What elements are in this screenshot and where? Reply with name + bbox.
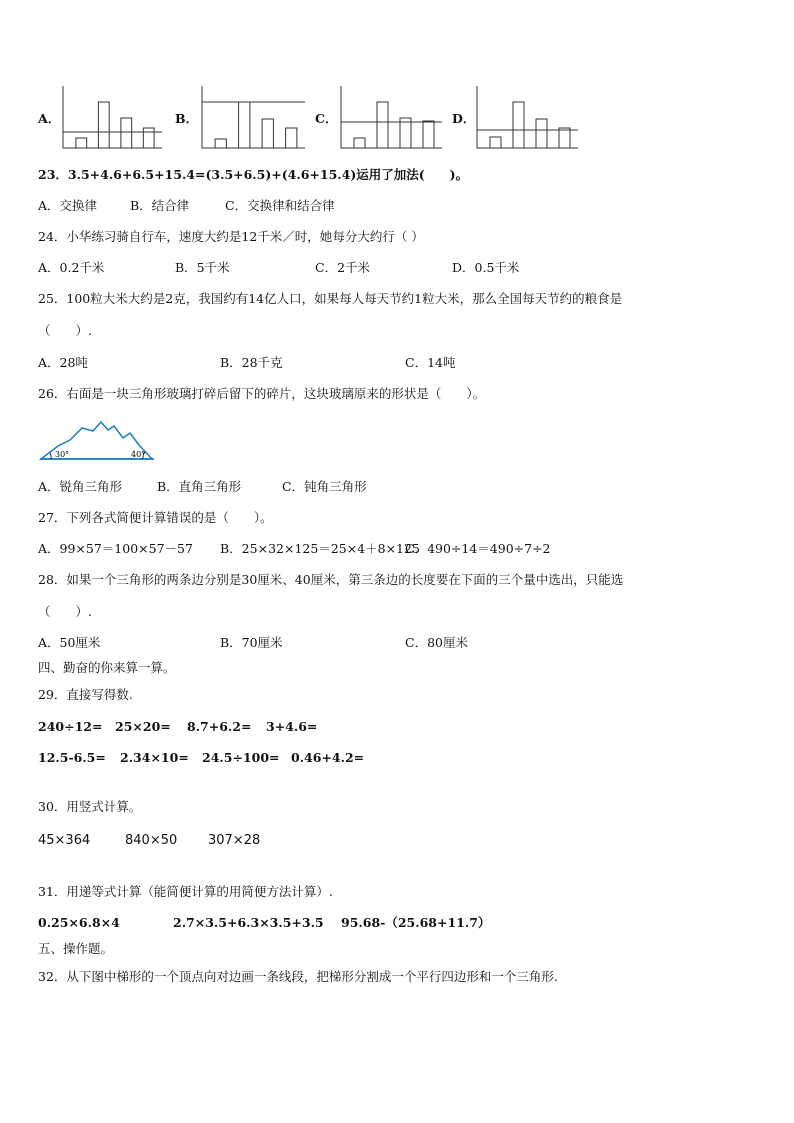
q28-question: 28．如果一个三角形的两条边分别是30厘米、40厘米，第三条边的长度要在下面的三个量中选出，只能选: [38, 572, 624, 587]
q24-option-b[interactable]: B．5千米: [175, 260, 230, 275]
q27-option-b[interactable]: B．25×32×125＝25×4＋8×125: [220, 541, 420, 556]
chart-bar: [377, 102, 388, 148]
q29-item: 0.46+4.2=: [291, 750, 365, 765]
q29-question: 29．直接写得数.: [38, 687, 133, 702]
chart-bar: [513, 102, 524, 148]
chart-bar: [262, 119, 273, 148]
q23-option-c[interactable]: C．交换律和结合律: [225, 198, 335, 213]
q27-option-a[interactable]: A．99×57＝100×57－57: [38, 541, 193, 556]
chart-bar: [76, 138, 87, 148]
chart-bar: [98, 102, 109, 148]
q25-question: 25．100粒大米大约是2克，我国约有14亿人口，如果每人每天节约1粒大米，那么全国每天节约的粮食是: [38, 291, 623, 306]
chart-bar: [490, 137, 501, 148]
q29-item: 24.5÷100=: [202, 750, 280, 765]
q22-option-d-label: D．: [452, 111, 476, 126]
q23-option-b[interactable]: B．结合律: [130, 198, 190, 213]
q31-item: 0.25×6.8×4: [38, 915, 120, 930]
q31-item: 2.7×3.5+6.3×3.5+3.5: [173, 915, 324, 930]
chart-bar: [559, 128, 570, 148]
q31-item: 95.68-（25.68+11.7）: [341, 915, 491, 930]
q26-question: 26．右面是一块三角形玻璃打碎后留下的碎片，这块玻璃原来的形状是（ ）。: [38, 386, 486, 401]
q25-option-b[interactable]: B．28千克: [220, 355, 283, 370]
chart-bar: [121, 118, 132, 148]
section-5-heading: 五、操作题。: [38, 941, 114, 956]
glass-fragment-figure: [38, 418, 156, 462]
q22-option-c-label: C．: [315, 111, 338, 126]
q26-option-c[interactable]: C．钝角三角形: [282, 479, 367, 494]
q28-option-a[interactable]: A．50厘米: [38, 635, 101, 650]
chart-bar: [423, 121, 434, 148]
q28-answer-blank: （ ）.: [38, 604, 92, 619]
q24-option-d[interactable]: D．0.5千米: [452, 260, 520, 275]
q27-option-c[interactable]: C．490÷14＝490÷7÷2: [405, 541, 551, 556]
q25-option-a[interactable]: A．28吨: [38, 355, 88, 370]
q22-chart-b[interactable]: [201, 86, 305, 150]
q29-item: 8.7+6.2=: [187, 719, 252, 734]
q32-question: 32．从下图中梯形的一个顶点向对边画一条线段，把梯形分割成一个平行四边形和一个三角形.: [38, 969, 558, 984]
q29-item: 3+4.6=: [266, 719, 318, 734]
q24-question: 24．小华练习骑自行车，速度大约是12千米／时，她每分大约行（ ）: [38, 229, 424, 244]
q22-chart-c[interactable]: [340, 86, 442, 150]
q24-option-a[interactable]: A．0.2千米: [38, 260, 105, 275]
q24-option-c[interactable]: C．2千米: [315, 260, 371, 275]
section-4-heading: 四、勤奋的你来算一算。: [38, 660, 176, 675]
q30-question: 30．用竖式计算。: [38, 799, 142, 814]
chart-bar: [239, 102, 250, 148]
q30-item: 45×364: [38, 833, 91, 848]
chart-bar: [286, 128, 297, 148]
q25-answer-blank: （ ）.: [38, 323, 92, 338]
q23-question: 23．3.5+4.6+6.5+15.4=(3.5+6.5)+(4.6+15.4)运用了加法( )。: [38, 167, 469, 182]
q29-item: 240÷12=: [38, 719, 103, 734]
chart-axis: [477, 86, 578, 148]
q22-chart-d[interactable]: [476, 86, 578, 150]
angle-label-left: 30°: [55, 450, 70, 459]
chart-bar: [143, 128, 154, 148]
angle-label-right: 40°: [131, 450, 146, 459]
q31-question: 31．用递等式计算（能简便计算的用简便方法计算）.: [38, 884, 333, 899]
q25-option-c[interactable]: C．14吨: [405, 355, 456, 370]
chart-axis: [63, 86, 162, 148]
q22-option-b-label: B．: [175, 111, 199, 126]
q29-item: 2.34×10=: [120, 750, 189, 765]
chart-bar: [536, 119, 547, 148]
q30-item: 840×50: [125, 833, 178, 848]
q22-chart-a[interactable]: [62, 86, 162, 150]
q26-option-a[interactable]: A．锐角三角形: [38, 479, 123, 494]
q26-option-b[interactable]: B．直角三角形: [157, 479, 242, 494]
q30-item: 307×28: [208, 833, 261, 848]
q29-item: 12.5-6.5=: [38, 750, 106, 765]
chart-bar: [215, 139, 226, 148]
q29-item: 25×20=: [115, 719, 171, 734]
q22-option-a-label: A．: [38, 111, 61, 126]
q28-option-b[interactable]: B．70厘米: [220, 635, 283, 650]
chart-axis: [341, 86, 442, 148]
chart-bar: [354, 138, 365, 148]
q23-option-a[interactable]: A．交换律: [38, 198, 98, 213]
q27-question: 27．下列各式简便计算错误的是（ ）。: [38, 510, 273, 525]
q28-option-c[interactable]: C．80厘米: [405, 635, 468, 650]
